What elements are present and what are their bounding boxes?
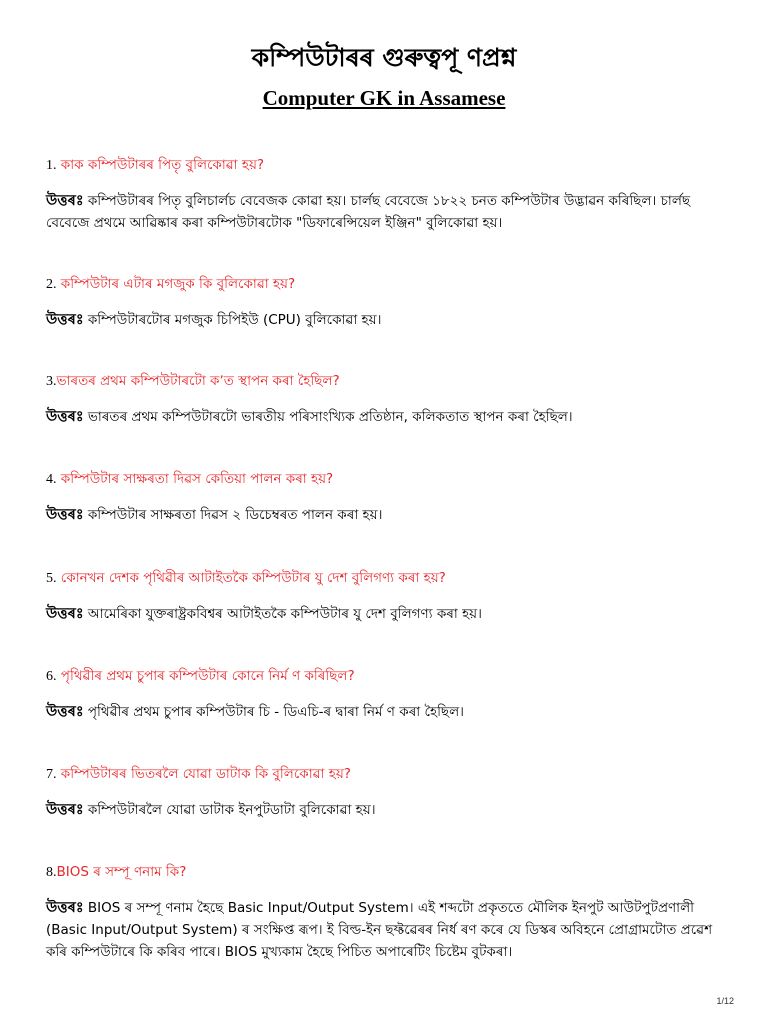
- answer-text: কম্পিউটাৰ সাক্ষৰতা দিৱস ২ ডিচেম্বৰত পালন কৰা হয়।: [87, 507, 383, 523]
- qa-item-7: [46, 764, 736, 821]
- answer-text: আমেৰিকা যুক্তৰাষ্ট্ৰকবিশ্বৰ আটাইতকৈ কম্পিউটাৰ যু দেশ বুলিগণ্য কৰা হয়।: [87, 606, 482, 622]
- answer-text: কম্পিউটাৰলৈ যোৱা ডাটাক ইনপুটডাটা বুলিকোৱা হয়।: [87, 802, 376, 818]
- question-number: 3.: [46, 374, 57, 389]
- qa-item-4: [46, 469, 736, 526]
- page-number: 1/12: [716, 996, 734, 1006]
- question-4: [46, 469, 736, 490]
- question-text: কম্পিউটাৰৰ ভিতৰলৈ যোৱা ডাটাক কি বুলিকোৱা হয়?: [56, 766, 351, 782]
- answer-label: উত্তৰঃ: [46, 704, 84, 720]
- question-number: 6.: [46, 669, 57, 684]
- question-number: 1.: [46, 158, 57, 173]
- answer-4: [46, 504, 736, 526]
- question-5: [46, 568, 736, 589]
- qa-item-6: [46, 666, 736, 723]
- question-6: [46, 666, 736, 687]
- question-text: BIOS ৰ সম্পূ ণনাম কি?: [56, 864, 187, 880]
- page-title: কম্পিউটাৰৰ গুৰুত্বপূ ণপ্ৰশ্ন: [251, 43, 517, 72]
- question-number: 8.: [46, 865, 57, 880]
- answer-label: উত্তৰঃ: [46, 900, 84, 916]
- answer-text: ভাৰতৰ প্ৰথম কম্পিউটাৰটো ভাৰতীয় পৰিসাংখ্যিক প্ৰতিষ্ঠান, কলিকতাত স্থাপন কৰা হৈছিল।: [87, 409, 573, 425]
- question-8: [46, 862, 736, 883]
- answer-label: উত্তৰঃ: [46, 606, 84, 622]
- question-text: কম্পিউটাৰ সাক্ষৰতা দিৱস কেতিয়া পালন কৰা হয়?: [56, 471, 334, 487]
- question-text: কম্পিউটাৰ এটাৰ মগজুক কি বুলিকোৱা হয়?: [56, 276, 296, 292]
- question-3: [46, 371, 736, 392]
- qa-item-8: [46, 862, 736, 963]
- answer-6: [46, 701, 736, 723]
- question-text: ভাৰতৰ প্ৰথম কম্পিউটাৰটো কʼত স্থাপন কৰা হৈছিল?: [56, 373, 340, 389]
- answer-text: পৃথিৱীৰ প্ৰথম চুপাৰ কম্পিউটাৰ চি - ডিএচি-ৰ দ্বাৰা নিৰ্ম ণ কৰা হৈছিল।: [87, 704, 464, 720]
- question-number: 2.: [46, 277, 57, 292]
- answer-2: [46, 309, 736, 331]
- question-number: 7.: [46, 767, 57, 782]
- question-number: 5.: [46, 571, 57, 586]
- answer-label: উত্তৰঃ: [46, 409, 84, 425]
- question-1: [46, 155, 736, 176]
- qa-item-5: [46, 568, 736, 625]
- answer-text: BIOS ৰ সম্পূ ণনাম হৈছে Basic Input/Output System। এই শব্দটো প্ৰকৃততে মৌলিক ইনপুট আউটপুটপ্ৰণালী (Basic Input/Output System) ৰ সংক্ষিপ্ত ৰূপ। ই বিল্ড-ইন ছফ্টৱেৰৰ নিৰ্ধ ৰণ কৰে যে ডিস্কৰ অবিহনে প্ৰোগ্ৰামটোত প্ৰৱেশ কৰি কম্পিউটাৰে কি কৰিব পাৰে। BIOS মুখ্যকাম হৈছে পিচিত অপাৰেটিং চিষ্টেম বুটকৰা।: [46, 900, 713, 960]
- page-subtitle: Computer GK in Assamese: [262, 86, 506, 110]
- answer-text: কম্পিউটাৰটোৰ মগজুক চিপিইউ (CPU) বুলিকোৱা হয়।: [87, 312, 382, 328]
- question-2: [46, 274, 736, 295]
- question-number: 4.: [46, 472, 57, 487]
- question-7: [46, 764, 736, 785]
- answer-8: [46, 897, 736, 963]
- question-text: কাক কম্পিউটাৰৰ পিতৃ বুলিকোৱা হয়?: [56, 157, 265, 173]
- answer-7: [46, 799, 736, 821]
- answer-text: কম্পিউটাৰৰ পিতৃ বুলিচাৰ্লচ বেবেজক কোৱা হয়। চাৰ্লছ বেবেজে ১৮২২ চনত কম্পিউটাৰ উদ্ভাৱন কৰিছিল। চাৰ্লছ বেবেজে প্ৰথমে আৱিষ্কাৰ কৰা কম্পিউটাৰটোক "ডিফাৰেন্সিয়েল ইঞ্জিন" বুলিকোৱা হয়।: [46, 193, 691, 231]
- answer-3: [46, 406, 736, 428]
- question-text: কোনখন দেশক পৃথিৱীৰ আটাইতকৈ কম্পিউটাৰ যু দেশ বুলিগণ্য কৰা হয়?: [56, 570, 446, 586]
- answer-1: [46, 190, 736, 234]
- qa-item-1: [46, 155, 736, 234]
- answer-label: উত্তৰঃ: [46, 312, 84, 328]
- answer-label: উত্তৰঃ: [46, 802, 84, 818]
- qa-item-3: [46, 371, 736, 428]
- answer-5: [46, 603, 736, 625]
- answer-label: উত্তৰঃ: [46, 193, 84, 209]
- question-text: পৃথিৱীৰ প্ৰথম চুপাৰ কম্পিউটাৰ কোনে নিৰ্ম ণ কৰিছিল?: [56, 668, 355, 684]
- qa-item-2: [46, 274, 736, 331]
- answer-label: উত্তৰঃ: [46, 507, 84, 523]
